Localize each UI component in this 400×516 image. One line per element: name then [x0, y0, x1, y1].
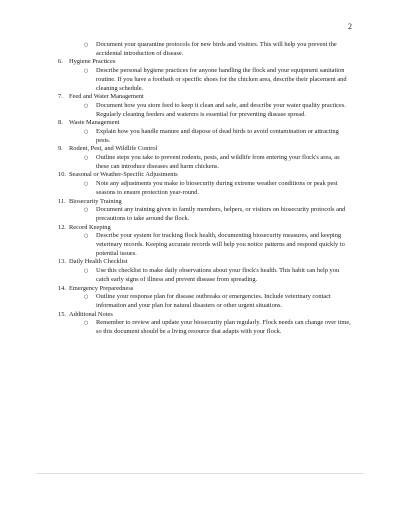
section-biosecurity-training — [58, 198, 354, 224]
section-number: 11. — [58, 197, 66, 205]
section-number: 10. — [58, 171, 66, 179]
section-emergency-preparedness — [58, 285, 354, 311]
section-number: 7. — [58, 93, 63, 101]
circle-bullet-icon: ○ — [84, 128, 89, 135]
section-additional-notes — [58, 311, 354, 337]
section-number: 14. — [58, 284, 66, 292]
section-bullet — [58, 232, 354, 258]
circle-bullet-icon: ○ — [84, 102, 89, 109]
bullet-text: Describe your system for tracking flock health, documenting biosecurity measures, and keeping veterinary records. Keeping accurate records will help you notice patterns and respond quickly to potential issues. — [96, 232, 345, 257]
page-number: 2 — [348, 22, 352, 31]
section-title: Additional Notes — [69, 310, 113, 318]
section-bullet — [58, 180, 354, 197]
bullet-text: Note any adjustments you make to biosecurity during extreme weather conditions or peak pest seasons to ensure protection year-round. — [96, 180, 338, 196]
section-bullet — [58, 102, 354, 119]
section-number: 8. — [58, 119, 63, 127]
bullet-text: Outline steps you take to prevent rodents, pests, and wildlife from entering your flock's area, as these can introduce diseases and harm chickens. — [96, 154, 340, 170]
section-bullet — [58, 154, 354, 171]
section-bullet — [58, 67, 354, 93]
section-daily-health-checklist — [58, 258, 354, 284]
section-number: 13. — [58, 258, 66, 266]
circle-bullet-icon: ○ — [84, 207, 89, 214]
section-number: 9. — [58, 145, 63, 153]
section-pest-control — [58, 145, 354, 171]
section-title: Daily Health Checklist — [69, 258, 128, 266]
section-number: 12. — [58, 223, 66, 231]
bullet-text: Use this checklist to make daily observations about your flock's health. This habit can help you catch early signs of illness and prevent disease from spreading. — [96, 267, 340, 283]
section-title: Biosecurity Training — [69, 197, 122, 205]
bullet-text: Document how you store feed to keep it clean and safe, and describe your water quality practices. Regularly cleaning feeders and waterers is essential for preventing disease spread. — [96, 101, 346, 118]
bullet-text: Document your quarantine protocols for new birds and visitors. This will help you prevent the accidental introduction of disease. — [96, 41, 337, 57]
bullet-text: Describe personal hygiene practices for anyone handling the flock and your equipment sanitation routine. If you have a footbath or specific shoes for the chicken area, describe their placement and cleaning schedule. — [96, 67, 347, 92]
section-title: Record Keeping — [69, 223, 111, 231]
section-bullet — [58, 293, 354, 310]
section-title: Waste Management — [69, 119, 120, 127]
circle-bullet-icon: ○ — [84, 68, 89, 75]
circle-bullet-icon: ○ — [84, 268, 89, 275]
circle-bullet-icon: ○ — [84, 42, 89, 48]
section-bullet — [58, 319, 354, 336]
section-title: Feed and Water Management — [69, 93, 144, 101]
bullet-text: Outline your response plan for disease outbreaks or emergencies. Include veterinary contact information and your plan for natural disasters or other urgent situations. — [96, 293, 331, 309]
section-waste-management — [58, 119, 354, 145]
section-bullet — [58, 206, 354, 223]
section-title: Emergency Preparedness — [69, 284, 134, 292]
bullet-text: Remember to review and update your biosecurity plan regularly. Flock needs can change over time, so this document should be a living resource that adapts with your flock. — [96, 319, 351, 336]
circle-bullet-icon: ○ — [84, 181, 89, 188]
section-hygiene-practices — [58, 58, 354, 93]
circle-bullet-icon: ○ — [84, 233, 89, 240]
section-bullet — [58, 128, 354, 145]
bullet-text: Explain how you handle manure and dispose of dead birds to avoid contamination or attracting pests. — [96, 127, 339, 144]
section-number: 6. — [58, 58, 63, 66]
section-title: Hygiene Practices — [69, 58, 116, 66]
circle-bullet-icon: ○ — [84, 320, 89, 327]
section-seasonal-adjustments — [58, 171, 354, 197]
section-title: Rodent, Pest, and Wildlife Control — [69, 145, 158, 153]
section-feed-water — [58, 93, 354, 119]
section-bullet — [58, 267, 354, 284]
intro-bullet — [58, 41, 354, 58]
circle-bullet-icon: ○ — [84, 294, 89, 301]
document-body — [58, 41, 354, 337]
section-number: 15. — [58, 310, 66, 318]
page-divider — [36, 473, 364, 474]
section-title: Seasonal or Weather-Specific Adjustments — [69, 171, 178, 179]
circle-bullet-icon: ○ — [84, 155, 89, 162]
section-record-keeping — [58, 224, 354, 259]
bullet-text: Document any training given to family members, helpers, or visitors on biosecurity protocols and precautions to take around the flock. — [96, 206, 346, 222]
